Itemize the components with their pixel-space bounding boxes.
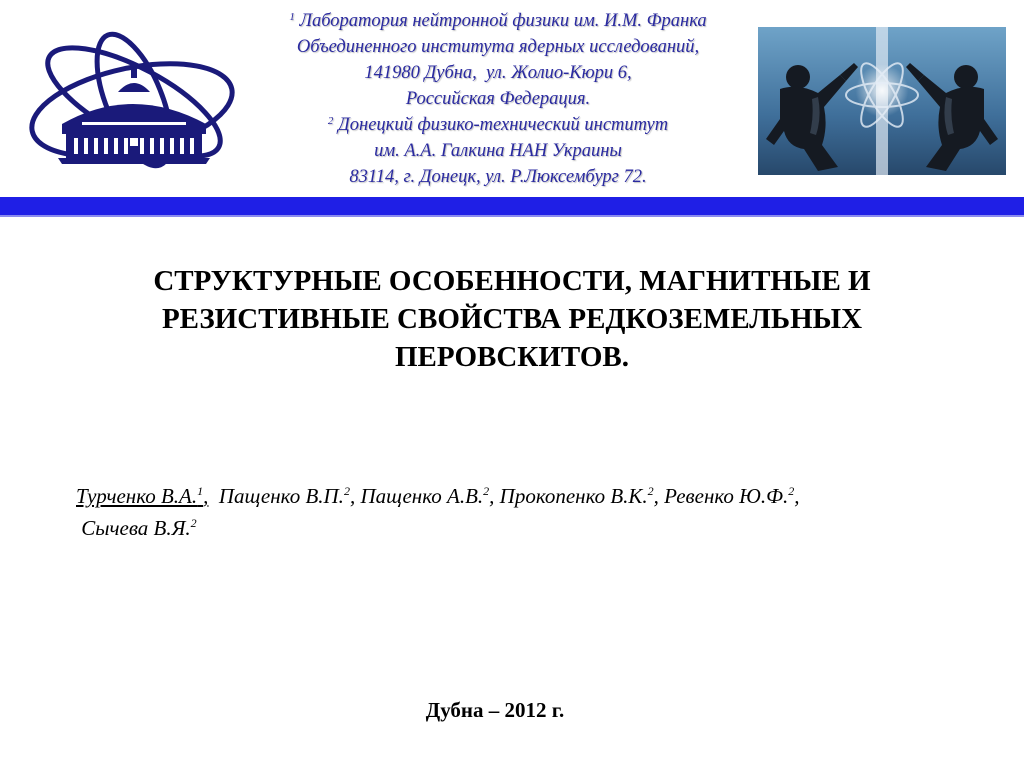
- author-affiliation-number: 2: [190, 516, 197, 530]
- author: [494, 484, 658, 508]
- author-affiliation-number: 2: [647, 484, 654, 498]
- header-divider-bar: [0, 197, 1024, 215]
- affiliation-superscript: 2: [327, 115, 334, 127]
- author: [76, 484, 208, 508]
- affiliation-text: Лаборатория нейтронной физики им. И.М. Франка: [294, 11, 707, 31]
- author-affiliation-number: 1: [197, 484, 204, 498]
- author-name: Ревенко Ю.Ф.: [658, 484, 789, 508]
- header-divider-line: [0, 215, 1024, 217]
- author: [208, 484, 355, 508]
- jinr-atom-logo-icon: [22, 22, 250, 182]
- author: [76, 516, 197, 540]
- affiliation-text: 141980 Дубна, ул. Жолио-Кюри 6,: [364, 63, 632, 83]
- author-name: Пащенко В.П.: [208, 484, 344, 508]
- affiliation-line: [228, 34, 768, 60]
- title-line: РЕЗИСТИВНЫЕ СВОЙСТВА РЕДКОЗЕМЕЛЬНЫХ: [161, 303, 863, 335]
- affiliation-text: им. А.А. Галкина НАН Украины: [374, 141, 622, 161]
- author-separator: ,: [653, 484, 659, 508]
- affiliations: [228, 8, 768, 190]
- author-separator: ,: [349, 484, 356, 508]
- affiliation-superscript: 1: [289, 11, 295, 23]
- author-affiliation-number: 2: [343, 484, 350, 498]
- author-name: Пащенко А.В.: [355, 484, 484, 508]
- affiliation-line: [228, 8, 768, 34]
- title-line: СТРУКТУРНЫЕ ОСОБЕННОСТИ, МАГНИТНЫЕ И: [153, 265, 871, 297]
- author: [355, 484, 494, 508]
- author-affiliation-number: 2: [788, 484, 795, 498]
- affiliation-text: Донецкий физико-технический институт: [333, 115, 669, 135]
- presentation-title: [40, 262, 984, 376]
- affiliation-text: 83114, г. Донецк, ул. Р.Люксембург 72.: [349, 167, 647, 187]
- author-separator: ,: [489, 484, 495, 508]
- author-list: [76, 480, 976, 544]
- city-year: Дубна – 2012 г.: [425, 698, 565, 722]
- author-name: Прокопенко В.К.: [494, 484, 648, 508]
- title-line: ПЕРОВСКИТОВ.: [395, 341, 629, 373]
- author: [659, 484, 800, 508]
- author-separator: ,: [794, 484, 800, 508]
- affiliation-line: [228, 164, 768, 190]
- affiliation-text: Российская Федерация.: [405, 89, 591, 109]
- affiliation-line: [228, 86, 768, 112]
- affiliation-line: [228, 60, 768, 86]
- affiliation-line: [228, 112, 768, 138]
- dancing-figures-image-icon: [758, 27, 1006, 175]
- author-name: Сычева В.Я.: [76, 516, 191, 540]
- affiliation-line: [228, 138, 768, 164]
- affiliation-text: Объединенного института ядерных исследований,: [296, 37, 700, 57]
- author-name: Турченко В.А.: [76, 484, 198, 508]
- author-affiliation-number: 2: [483, 484, 490, 498]
- author-separator: ,: [203, 484, 209, 508]
